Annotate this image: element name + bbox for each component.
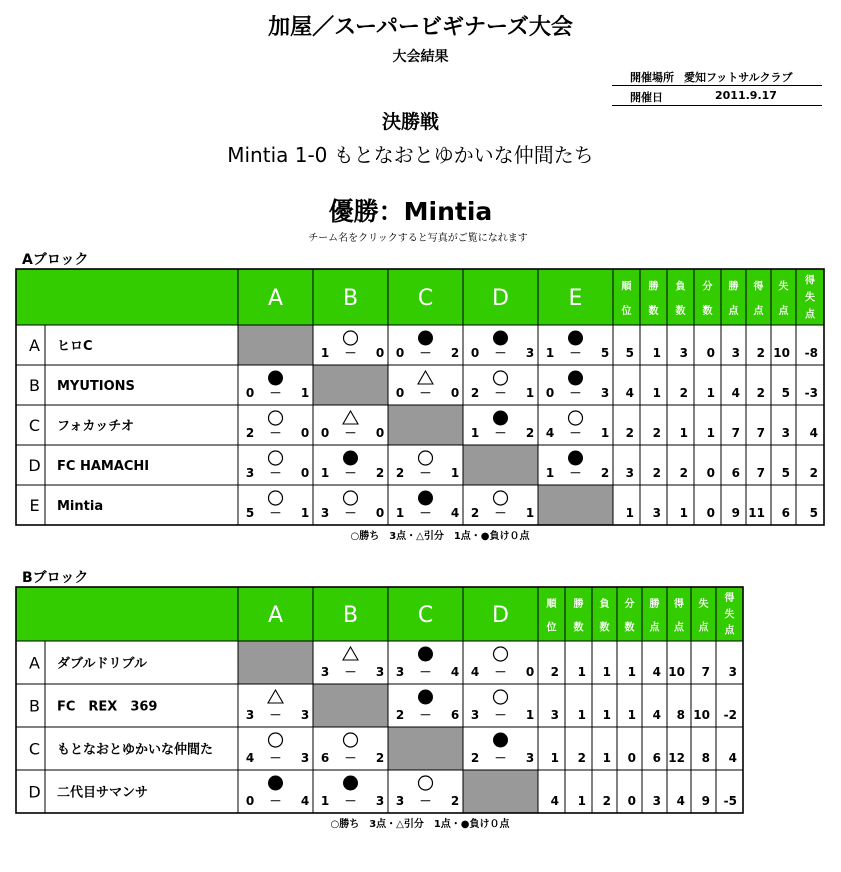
self-match-cell (388, 727, 463, 770)
score-dash: － (494, 506, 507, 520)
stat-header-0-0: 順 (546, 598, 557, 610)
final-heading: 決勝戦 (381, 111, 439, 133)
stat-value: 5 (625, 346, 634, 360)
score-against: 3 (300, 751, 310, 765)
stat-value: 1 (706, 426, 715, 440)
stat-value: 0 (706, 506, 715, 520)
loss-mark (418, 647, 433, 662)
stat-header-4-1: 点 (649, 622, 660, 634)
score-dash: － (344, 665, 357, 679)
win-mark (494, 371, 508, 385)
win-mark (344, 733, 358, 747)
stat-value: 4 (652, 708, 661, 722)
stat-header-1-0: 勝 (573, 598, 584, 610)
score-against: 4 (450, 665, 460, 679)
score-dash: － (494, 426, 507, 440)
team-name-link[interactable]: 二代目サマンサ (57, 785, 149, 801)
score-dash: － (569, 466, 582, 480)
row-letter: C (28, 739, 41, 759)
row-letter: A (29, 653, 40, 673)
score-for: 1 (320, 346, 330, 360)
score-against: 0 (300, 426, 310, 440)
stat-value: 7 (756, 426, 765, 440)
stat-header-7-1: 失 (724, 609, 735, 621)
score-against: 1 (300, 386, 310, 400)
stat-value: 1 (679, 506, 688, 520)
score-dash: － (344, 426, 357, 440)
score-against: 3 (375, 665, 385, 679)
stat-value: 1 (577, 708, 586, 722)
stat-header-7-1: 失 (805, 292, 815, 304)
stat-value: 2 (602, 794, 611, 808)
score-for: 2 (470, 506, 480, 520)
venue-label: 開催場所 (630, 71, 674, 84)
stat-value: -2 (723, 708, 737, 722)
row-letter: E (29, 496, 40, 515)
stat-value: 1 (602, 665, 611, 679)
stat-header-7-0: 得 (805, 275, 815, 287)
stat-value: 3 (652, 506, 661, 520)
block-a-legend: ○勝ち 3点・△引分 1点・●負け０点 (350, 531, 530, 542)
draw-mark (268, 690, 283, 703)
score-dash: － (269, 386, 282, 400)
score-for: 0 (245, 794, 255, 808)
score-for: 2 (470, 751, 480, 765)
row-letter: D (28, 456, 41, 475)
stat-value: 4 (676, 794, 685, 808)
stat-value: 3 (550, 708, 559, 722)
self-match-cell (538, 485, 613, 525)
score-for: 5 (245, 506, 255, 520)
score-for: 0 (320, 426, 330, 440)
score-against: 2 (450, 346, 460, 360)
score-dash: － (494, 346, 507, 360)
win-mark (269, 451, 283, 465)
score-for: 6 (320, 751, 330, 765)
block-b-title: Bブロック (22, 570, 89, 586)
team-name-link[interactable]: フォカッチオ (57, 419, 134, 434)
score-for: 3 (320, 506, 330, 520)
stat-header-7-2: 点 (724, 625, 735, 637)
page-title: 加屋／スーパービギナーズ大会 (268, 15, 573, 40)
block-a-title: Aブロック (22, 252, 89, 268)
score-against: 3 (525, 751, 535, 765)
score-against: 0 (450, 386, 460, 400)
score-for: 1 (545, 346, 555, 360)
score-dash: － (344, 751, 357, 765)
score-against: 6 (450, 708, 460, 722)
score-against: 1 (600, 426, 610, 440)
stat-value: 8 (701, 751, 710, 765)
score-for: 1 (320, 794, 330, 808)
win-mark (494, 690, 508, 704)
stat-value: 8 (676, 708, 685, 722)
score-dash: － (494, 665, 507, 679)
stat-value: -8 (804, 346, 818, 360)
stat-value: -5 (723, 794, 737, 808)
win-mark (494, 647, 508, 661)
stat-value: 12 (668, 751, 685, 765)
stat-value: 5 (781, 386, 790, 400)
stat-header-5-0: 得 (753, 281, 764, 293)
score-dash: － (269, 751, 282, 765)
column-header-A: A (267, 603, 284, 628)
column-header-E: E (568, 286, 583, 311)
score-dash: － (344, 794, 357, 808)
stat-value: 1 (577, 665, 586, 679)
win-mark (569, 411, 583, 425)
date-label: 開催日 (630, 91, 663, 104)
win-mark (419, 776, 433, 790)
score-against: 1 (525, 506, 535, 520)
stat-value: 3 (728, 665, 737, 679)
score-dash: － (569, 346, 582, 360)
score-for: 3 (245, 708, 255, 722)
win-mark (269, 733, 283, 747)
column-header-A: A (267, 286, 284, 311)
loss-mark (568, 371, 583, 386)
stat-header-2-0: 負 (675, 281, 686, 293)
column-header-B: B (342, 603, 359, 628)
loss-mark (418, 690, 433, 705)
stat-value: 7 (756, 466, 765, 480)
score-against: 0 (375, 426, 385, 440)
stat-header-4-1: 点 (728, 306, 739, 318)
score-for: 4 (545, 426, 555, 440)
stat-value: 3 (731, 346, 740, 360)
page-subtitle: 大会結果 (392, 49, 449, 65)
stat-value: 10 (773, 346, 790, 360)
stat-value: 1 (625, 506, 634, 520)
stat-value: 1 (627, 665, 636, 679)
win-mark (344, 331, 358, 345)
stat-value: 10 (693, 708, 710, 722)
stat-header-7-2: 点 (805, 309, 815, 321)
column-header-C: C (417, 286, 434, 311)
loss-mark (418, 491, 433, 506)
stat-value: 4 (809, 426, 818, 440)
stat-value: 4 (625, 386, 634, 400)
stat-value: 0 (627, 794, 636, 808)
stat-value: 3 (652, 794, 661, 808)
score-dash: － (419, 794, 432, 808)
score-for: 3 (245, 466, 255, 480)
loss-mark (493, 331, 508, 346)
stat-value: 6 (731, 466, 740, 480)
score-for: 3 (320, 665, 330, 679)
stat-header-3-1: 数 (624, 622, 635, 634)
stat-header-6-0: 失 (698, 598, 709, 610)
column-header-C: C (417, 603, 434, 628)
venue-value: 愛知フットサルクラブ (684, 71, 793, 84)
stat-value: 4 (652, 665, 661, 679)
stat-value: 6 (652, 751, 661, 765)
loss-mark (568, 331, 583, 346)
stat-header-0-0: 順 (621, 281, 632, 293)
win-mark (344, 491, 358, 505)
stat-value: 9 (701, 794, 710, 808)
score-against: 1 (525, 708, 535, 722)
score-for: 0 (245, 386, 255, 400)
score-dash: － (419, 665, 432, 679)
stat-value: 1 (550, 751, 559, 765)
team-name-link[interactable]: もとなおとゆかいな仲間た (57, 742, 214, 758)
team-name-link[interactable]: MYUTIONS (57, 379, 135, 394)
score-against: 3 (375, 794, 385, 808)
stat-value: 7 (731, 426, 740, 440)
score-against: 2 (525, 426, 535, 440)
stat-header-3-0: 分 (702, 281, 713, 293)
self-match-cell (463, 770, 538, 813)
score-dash: － (269, 466, 282, 480)
score-for: 3 (470, 708, 480, 722)
block-b-legend: ○勝ち 3点・△引分 1点・●負け０点 (330, 819, 510, 830)
stat-value: 2 (550, 665, 559, 679)
score-against: 1 (450, 466, 460, 480)
loss-mark (268, 371, 283, 386)
score-dash: － (569, 426, 582, 440)
stat-value: 0 (706, 466, 715, 480)
team-name-link[interactable]: ヒロC (57, 339, 93, 354)
score-dash: － (494, 386, 507, 400)
stat-header-6-1: 点 (698, 622, 709, 634)
self-match-cell (238, 641, 313, 684)
score-for: 1 (320, 466, 330, 480)
stat-value: 1 (627, 708, 636, 722)
stat-value: 2 (679, 386, 688, 400)
score-for: 2 (395, 708, 405, 722)
self-match-cell (313, 365, 388, 405)
stat-header-1-0: 勝 (648, 281, 659, 293)
score-for: 3 (395, 665, 405, 679)
loss-mark (343, 451, 358, 466)
loss-mark (418, 331, 433, 346)
final-result: Mintia 1-0 もとなおとゆかいな仲間たち (227, 143, 594, 167)
team-name-link[interactable]: FC HAMACHI (57, 459, 150, 474)
score-against: 0 (375, 506, 385, 520)
win-mark (269, 411, 283, 425)
stat-header-4-0: 勝 (649, 598, 660, 610)
score-for: 2 (245, 426, 255, 440)
stat-value: 1 (706, 386, 715, 400)
team-name-link[interactable]: Mintia (57, 499, 104, 514)
score-for: 1 (395, 506, 405, 520)
stat-value: 3 (679, 346, 688, 360)
stat-header-0-1: 位 (546, 622, 557, 634)
score-for: 4 (470, 665, 480, 679)
row-letter: B (29, 696, 40, 716)
score-against: 0 (300, 466, 310, 480)
score-against: 2 (600, 466, 610, 480)
stat-value: 1 (602, 708, 611, 722)
self-match-cell (463, 445, 538, 485)
column-header-D: D (492, 286, 509, 311)
stat-value: 10 (668, 665, 685, 679)
score-for: 3 (395, 794, 405, 808)
stat-value: 2 (756, 346, 765, 360)
stat-header-2-0: 負 (599, 598, 610, 610)
loss-mark (493, 733, 508, 748)
stat-value: 2 (652, 466, 661, 480)
stat-header-1-1: 数 (573, 622, 584, 634)
self-match-cell (313, 684, 388, 727)
stat-value: 3 (781, 426, 790, 440)
stat-header-3-0: 分 (624, 598, 635, 610)
score-against: 0 (375, 346, 385, 360)
score-against: 3 (600, 386, 610, 400)
stat-value: 2 (809, 466, 818, 480)
score-dash: － (269, 794, 282, 808)
stat-value: 5 (781, 466, 790, 480)
score-dash: － (269, 506, 282, 520)
loss-mark (268, 776, 283, 791)
score-dash: － (344, 346, 357, 360)
score-for: 1 (470, 426, 480, 440)
stat-value: 1 (652, 386, 661, 400)
score-for: 0 (395, 346, 405, 360)
draw-mark (343, 411, 358, 424)
score-dash: － (269, 708, 282, 722)
row-letter: C (28, 416, 41, 435)
stat-header-5-1: 点 (753, 306, 764, 318)
row-letter: A (29, 336, 40, 355)
stat-value: 7 (701, 665, 710, 679)
loss-mark (568, 451, 583, 466)
score-against: 4 (450, 506, 460, 520)
stat-value: 1 (679, 426, 688, 440)
stat-value: 0 (706, 346, 715, 360)
loss-mark (493, 411, 508, 426)
score-dash: － (419, 466, 432, 480)
win-mark (494, 491, 508, 505)
stat-header-0-1: 位 (621, 306, 632, 318)
score-dash: － (419, 386, 432, 400)
self-match-cell (238, 325, 313, 365)
score-for: 0 (470, 346, 480, 360)
score-against: 1 (525, 386, 535, 400)
score-dash: － (344, 506, 357, 520)
score-against: 0 (525, 665, 535, 679)
stat-value: 1 (602, 751, 611, 765)
score-against: 2 (375, 466, 385, 480)
stat-header-3-1: 数 (702, 306, 713, 318)
stat-header-2-1: 数 (675, 306, 686, 318)
stat-header-7-0: 得 (724, 592, 735, 604)
draw-mark (343, 647, 358, 660)
score-for: 4 (245, 751, 255, 765)
score-dash: － (419, 708, 432, 722)
loss-mark (343, 776, 358, 791)
stat-header-1-1: 数 (648, 306, 659, 318)
stat-header-6-1: 点 (778, 306, 789, 318)
score-for: 0 (395, 386, 405, 400)
win-mark (419, 451, 433, 465)
column-header-B: B (342, 286, 359, 311)
stat-header-6-0: 失 (778, 281, 789, 293)
stat-value: 9 (731, 506, 740, 520)
row-letter: B (29, 376, 40, 395)
stat-value: 2 (679, 466, 688, 480)
score-for: 2 (395, 466, 405, 480)
win-mark (269, 491, 283, 505)
score-for: 0 (545, 386, 555, 400)
winner-line: 優勝：Mintia (328, 197, 493, 226)
score-against: 3 (525, 346, 535, 360)
stat-value: -3 (804, 386, 818, 400)
draw-mark (418, 371, 433, 384)
score-for: 1 (545, 466, 555, 480)
stat-value: 3 (625, 466, 634, 480)
score-against: 1 (300, 506, 310, 520)
stat-header-5-0: 得 (674, 598, 684, 610)
column-header-D: D (492, 603, 509, 628)
date-value: 2011.9.17 (715, 89, 777, 102)
stat-value: 4 (731, 386, 740, 400)
self-match-cell (388, 405, 463, 445)
stat-value: 2 (625, 426, 634, 440)
team-name-link[interactable]: ダブルドリブル (57, 656, 147, 672)
team-name-link[interactable]: FC REX 369 (57, 699, 158, 715)
stat-value: 2 (652, 426, 661, 440)
score-dash: － (419, 346, 432, 360)
score-against: 5 (600, 346, 610, 360)
score-against: 2 (450, 794, 460, 808)
stat-value: 4 (728, 751, 737, 765)
stat-value: 1 (577, 794, 586, 808)
stat-header-5-1: 点 (674, 622, 684, 634)
score-against: 2 (375, 751, 385, 765)
stat-value: 0 (627, 751, 636, 765)
stat-value: 2 (756, 386, 765, 400)
score-against: 4 (300, 794, 310, 808)
stat-value: 2 (577, 751, 586, 765)
score-dash: － (269, 426, 282, 440)
score-dash: － (419, 506, 432, 520)
row-letter: D (28, 782, 41, 802)
stat-header-4-0: 勝 (728, 281, 739, 293)
photo-note: チーム名をクリックすると写真がご覧になれます (308, 233, 528, 244)
score-dash: － (344, 466, 357, 480)
score-dash: － (494, 708, 507, 722)
stat-value: 5 (809, 506, 818, 520)
stat-value: 1 (652, 346, 661, 360)
stat-header-2-1: 数 (599, 622, 610, 634)
score-dash: － (569, 386, 582, 400)
score-dash: － (494, 751, 507, 765)
score-against: 3 (300, 708, 310, 722)
stat-value: 4 (550, 794, 559, 808)
stat-value: 6 (781, 506, 790, 520)
score-for: 2 (470, 386, 480, 400)
stat-value: 11 (748, 506, 765, 520)
